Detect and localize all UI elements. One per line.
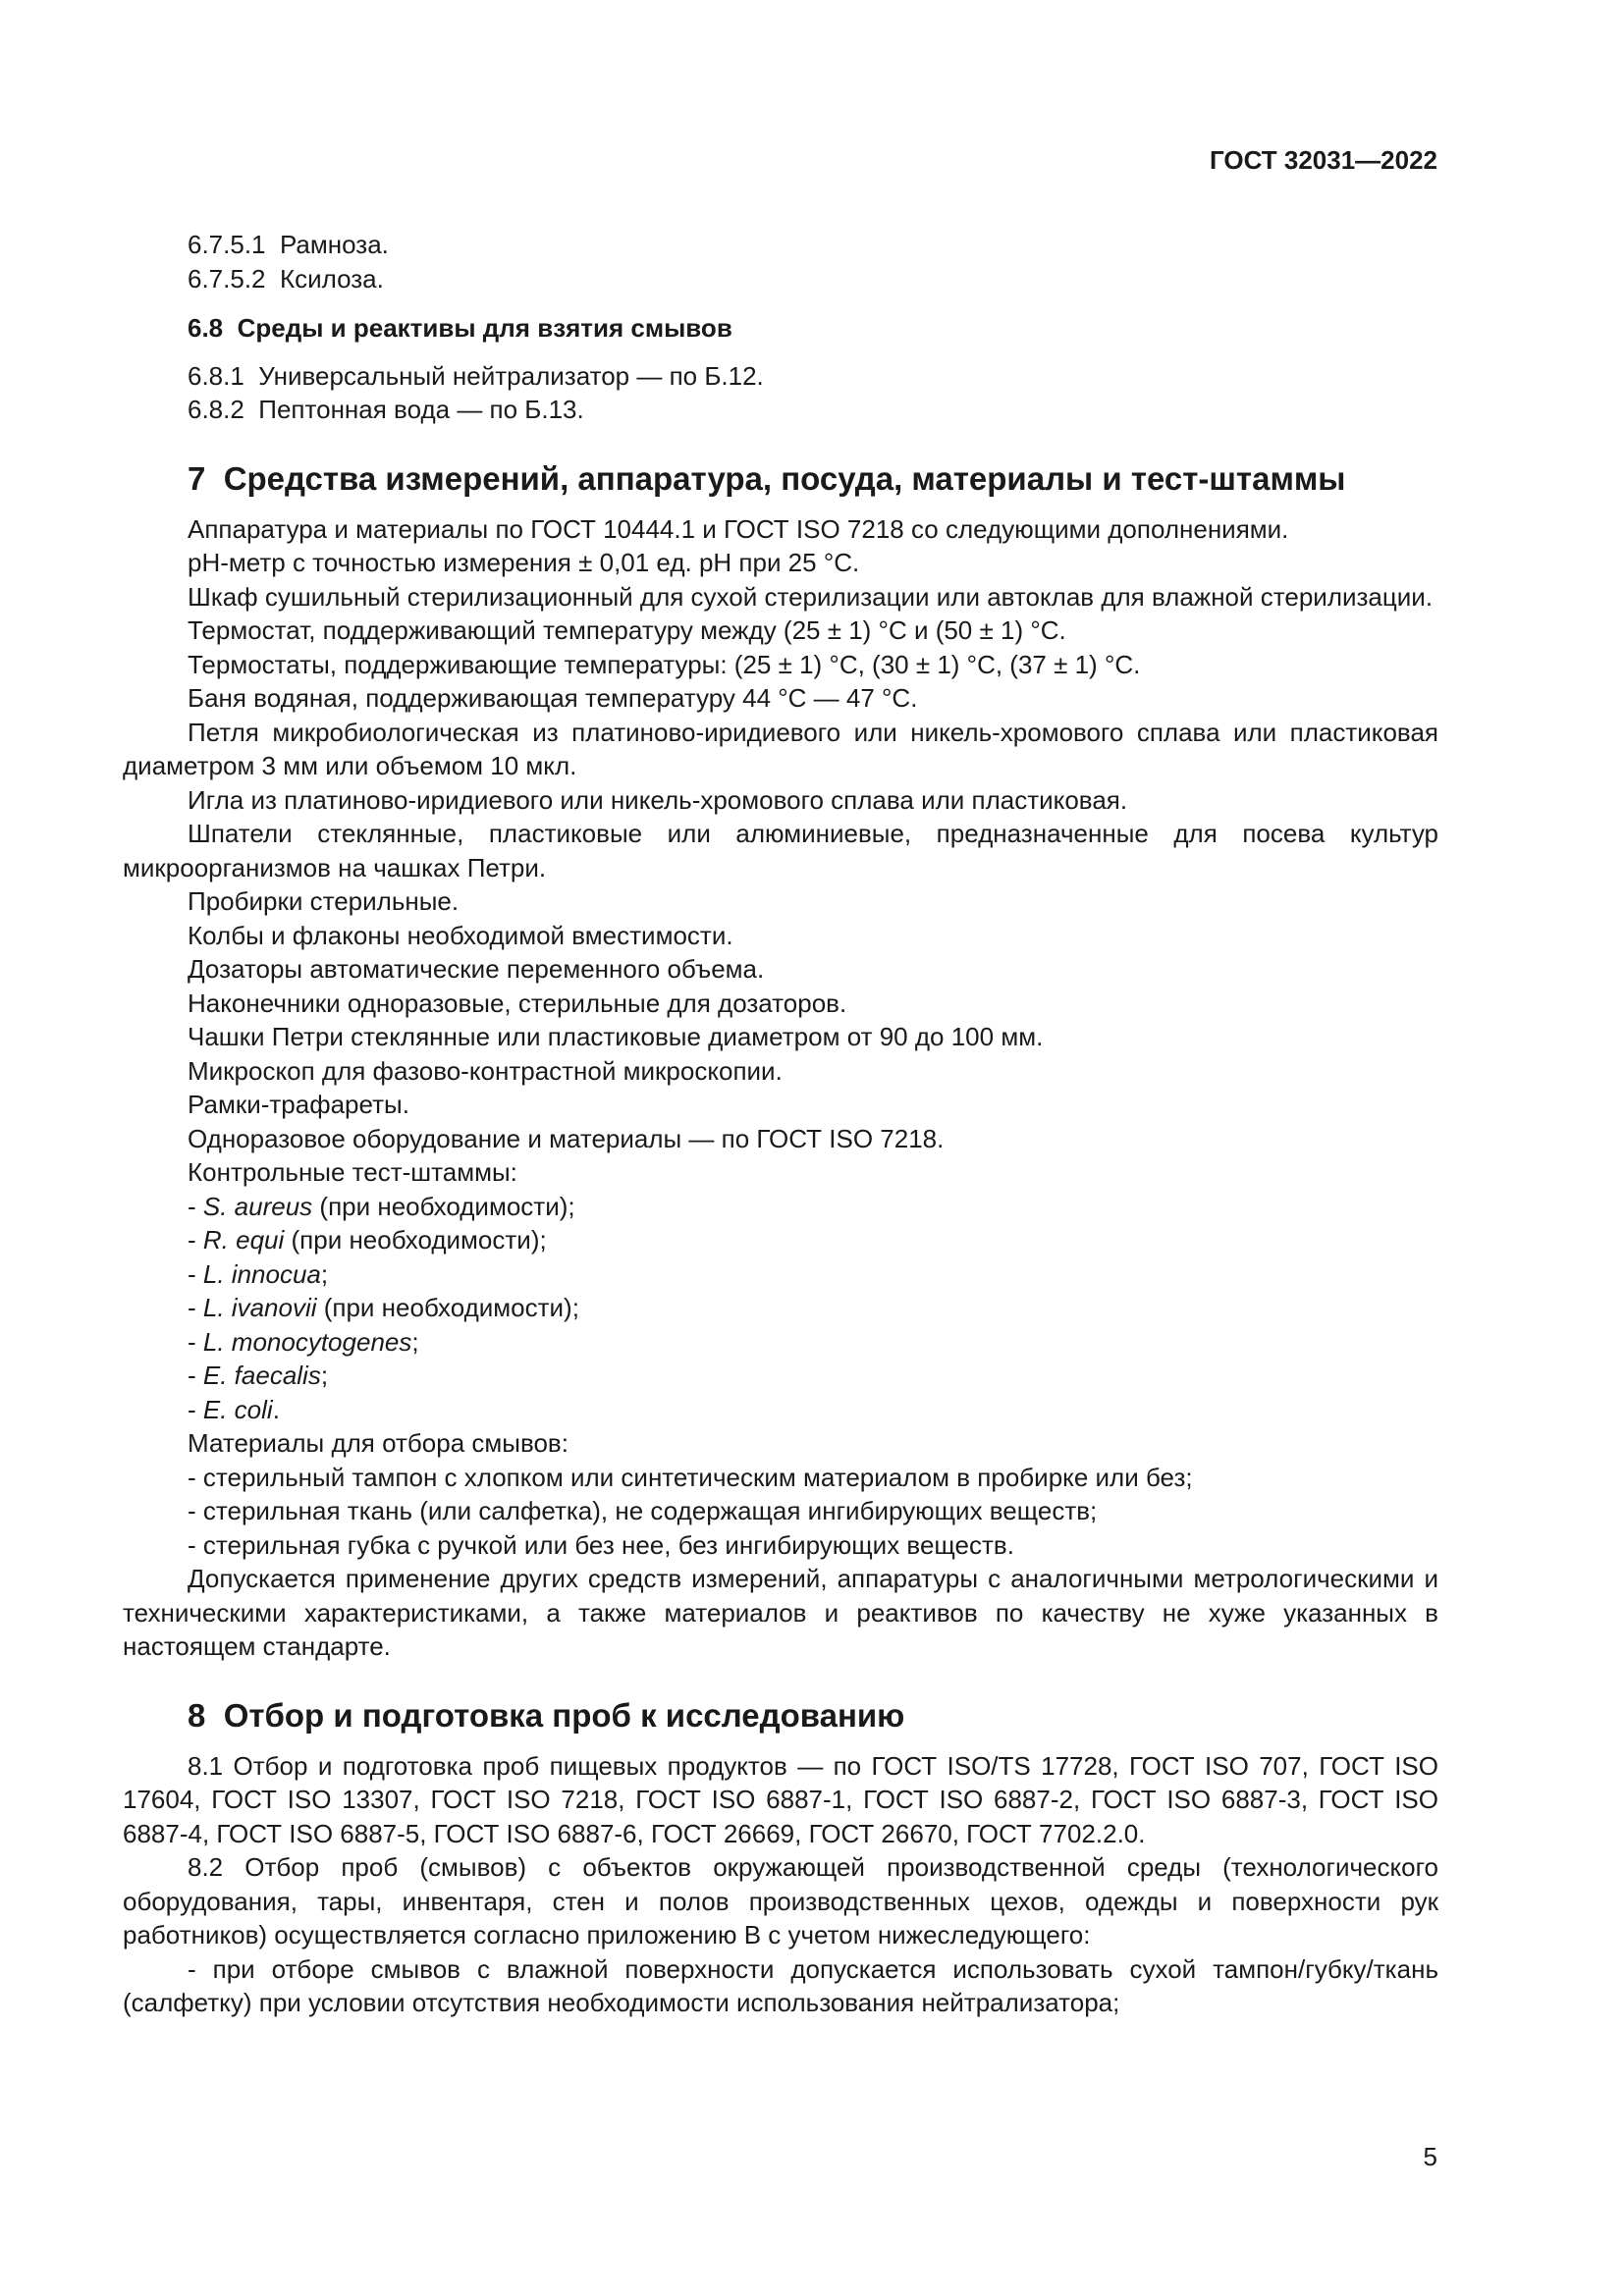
strain-name: L. innocua (202, 1258, 321, 1289)
list-item: - стерильная ткань (или салфетка), не содержащая ингибирующих веществ; (188, 1496, 1098, 1525)
subsection-title-6-8: 6.8 Среды и реактивы для взятия смывов (188, 313, 732, 343)
paragraph: Дозаторы автоматические переменного объема. (188, 954, 765, 984)
list-item: - L. monocytogenes; (188, 1326, 419, 1357)
paragraph: Пробирки стерильные. (188, 886, 460, 916)
paragraph-6-8-2: 6.8.2 Пептонная вода — по Б.13. (188, 395, 584, 424)
list-item: - R. equi (при необходимости); (188, 1225, 547, 1255)
document-number-header: ГОСТ 32031—2022 (1210, 145, 1437, 175)
strain-name: R. equi (202, 1225, 285, 1255)
paragraph: Петля микробиологическая из платиново-иридиевого или никель-хромового сплава или пластиковая диаметром 3 мм или объемом 10 мкл. (123, 717, 1438, 780)
paragraph: pH-метр с точностью измерения ± 0,01 ед. pH при 25 °С. (188, 548, 860, 577)
strain-name: E. faecalis (202, 1361, 321, 1390)
strain-note: ; (320, 1258, 329, 1289)
paragraph: Шпатели стеклянные, пластиковые или алюминиевые, предназначенные для посева культур микроорганизмов на чашках Петри. (123, 819, 1438, 882)
paragraph: Колбы и флаконы необходимой вместимости. (188, 920, 733, 950)
strain-note: ; (411, 1326, 419, 1357)
list-item: - L. innocua; (188, 1258, 329, 1289)
page-number: 5 (1423, 2142, 1437, 2171)
strain-name: S. aureus (202, 1191, 313, 1221)
list-item: - стерильная губка с ручкой или без нее, без ингибирующих веществ. (188, 1529, 1014, 1560)
strain-name: L. monocytogenes (202, 1326, 412, 1357)
section-title-8: 8 Отбор и подготовка проб к исследованию (188, 1696, 905, 1734)
paragraph: Баня водяная, поддерживающая температуру 44 °С — 47 °С. (188, 683, 918, 713)
page-content (123, 228, 1438, 2020)
paragraph-8-2: 8.2 Отбор проб (смывов) с объектов окружающей производственной среды (технологического оборудования, тары, инвентаря, стен и полов производственных цехов, одежды и поверхности рук работников) осуществляется согласно приложению В с учетом нижеследующего: (123, 1852, 1438, 1949)
paragraph: Контрольные тест-штаммы: (188, 1157, 517, 1187)
list-item: - стерильный тампон с хлопком или синтетическим материалом в пробирке или без; (188, 1462, 1193, 1492)
paragraph: Игла из платиново-иридиевого или никель-хромового сплава или пластиковая. (188, 784, 1128, 815)
strain-note: (при необходимости); (312, 1191, 575, 1221)
list-item: - L. ivanovii (при необходимости); (188, 1293, 579, 1322)
list-item: - E. faecalis; (188, 1361, 329, 1390)
paragraph-8-1: 8.1 Отбор и подготовка проб пищевых продуктов — по ГОСТ ISO/TS 17728, ГОСТ ISO 707, ГОСТ ISO 17604, ГОСТ ISO 13307, ГОСТ ISO 7218, ГОСТ ISO 6887-1, ГОСТ ISO 6887-2, ГОСТ ISO 6887-3, ГОСТ ISO 6887-4, ГОСТ ISO 6887-5, ГОСТ ISO 6887-6, ГОСТ 26669, ГОСТ 26670, ГОСТ 7702.2.0. (123, 1750, 1438, 1848)
paragraph: Микроскоп для фазово-контрастной микроскопии. (188, 1055, 783, 1086)
paragraph: Термостаты, поддерживающие температуры: (25 ± 1) °С, (30 ± 1) °С, (37 ± 1) °С. (188, 649, 1141, 679)
paragraph: Чашки Петри стеклянные или пластиковые диаметром от 90 до 100 мм. (188, 1022, 1044, 1051)
test-strains-list (123, 1190, 1438, 1427)
paragraph: Допускается применение других средств измерений, аппаратуры с аналогичными метрологическими и техническими характеристиками, а также материалов и реактивов по качеству не хуже указанных в настоящем стандарте. (123, 1564, 1438, 1661)
paragraph-6-7-5-2: 6.7.5.2 Ксилоза. (188, 263, 384, 294)
strain-note: (при необходимости); (316, 1293, 579, 1322)
section-title-7: 7 Средства измерений, аппаратура, посуда, материалы и тест-штаммы (188, 459, 1346, 497)
paragraph-list-item: - при отборе смывов с влажной поверхности допускается использовать сухой тампон/губку/ткань (салфетку) при условии отсутствия необходимости использования нейтрализатора; (123, 1953, 1438, 2017)
paragraph: Одноразовое оборудование и материалы — по ГОСТ ISO 7218. (188, 1123, 945, 1153)
strain-note: . (272, 1394, 280, 1424)
paragraph: Аппаратура и материалы по ГОСТ 10444.1 и ГОСТ ISO 7218 со следующими дополнениями. (188, 513, 1289, 544)
list-item: - S. aureus (при необходимости); (188, 1191, 575, 1221)
strain-note: ; (320, 1361, 329, 1390)
paragraph: Материалы для отбора смывов: (188, 1428, 568, 1458)
strain-note: (при необходимости); (284, 1225, 547, 1255)
paragraph: Рамки-трафареты. (188, 1090, 409, 1119)
paragraph-6-7-5-1: 6.7.5.1 Рамноза. (188, 230, 389, 259)
paragraph-6-8-1: 6.8.1 Универсальный нейтрализатор — по Б.12. (188, 360, 764, 391)
strain-name: L. ivanovii (202, 1293, 317, 1322)
paragraph: Шкаф сушильный стерилизационный для сухой стерилизации или автоклав для влажной стерилизации. (188, 581, 1434, 612)
list-item: - E. coli. (188, 1394, 280, 1424)
strain-name: E. coli (202, 1394, 273, 1424)
paragraph: Термостат, поддерживающий температуру между (25 ± 1) °С и (50 ± 1) °С. (188, 615, 1066, 645)
paragraph: Наконечники одноразовые, стерильные для дозаторов. (188, 988, 847, 1018)
